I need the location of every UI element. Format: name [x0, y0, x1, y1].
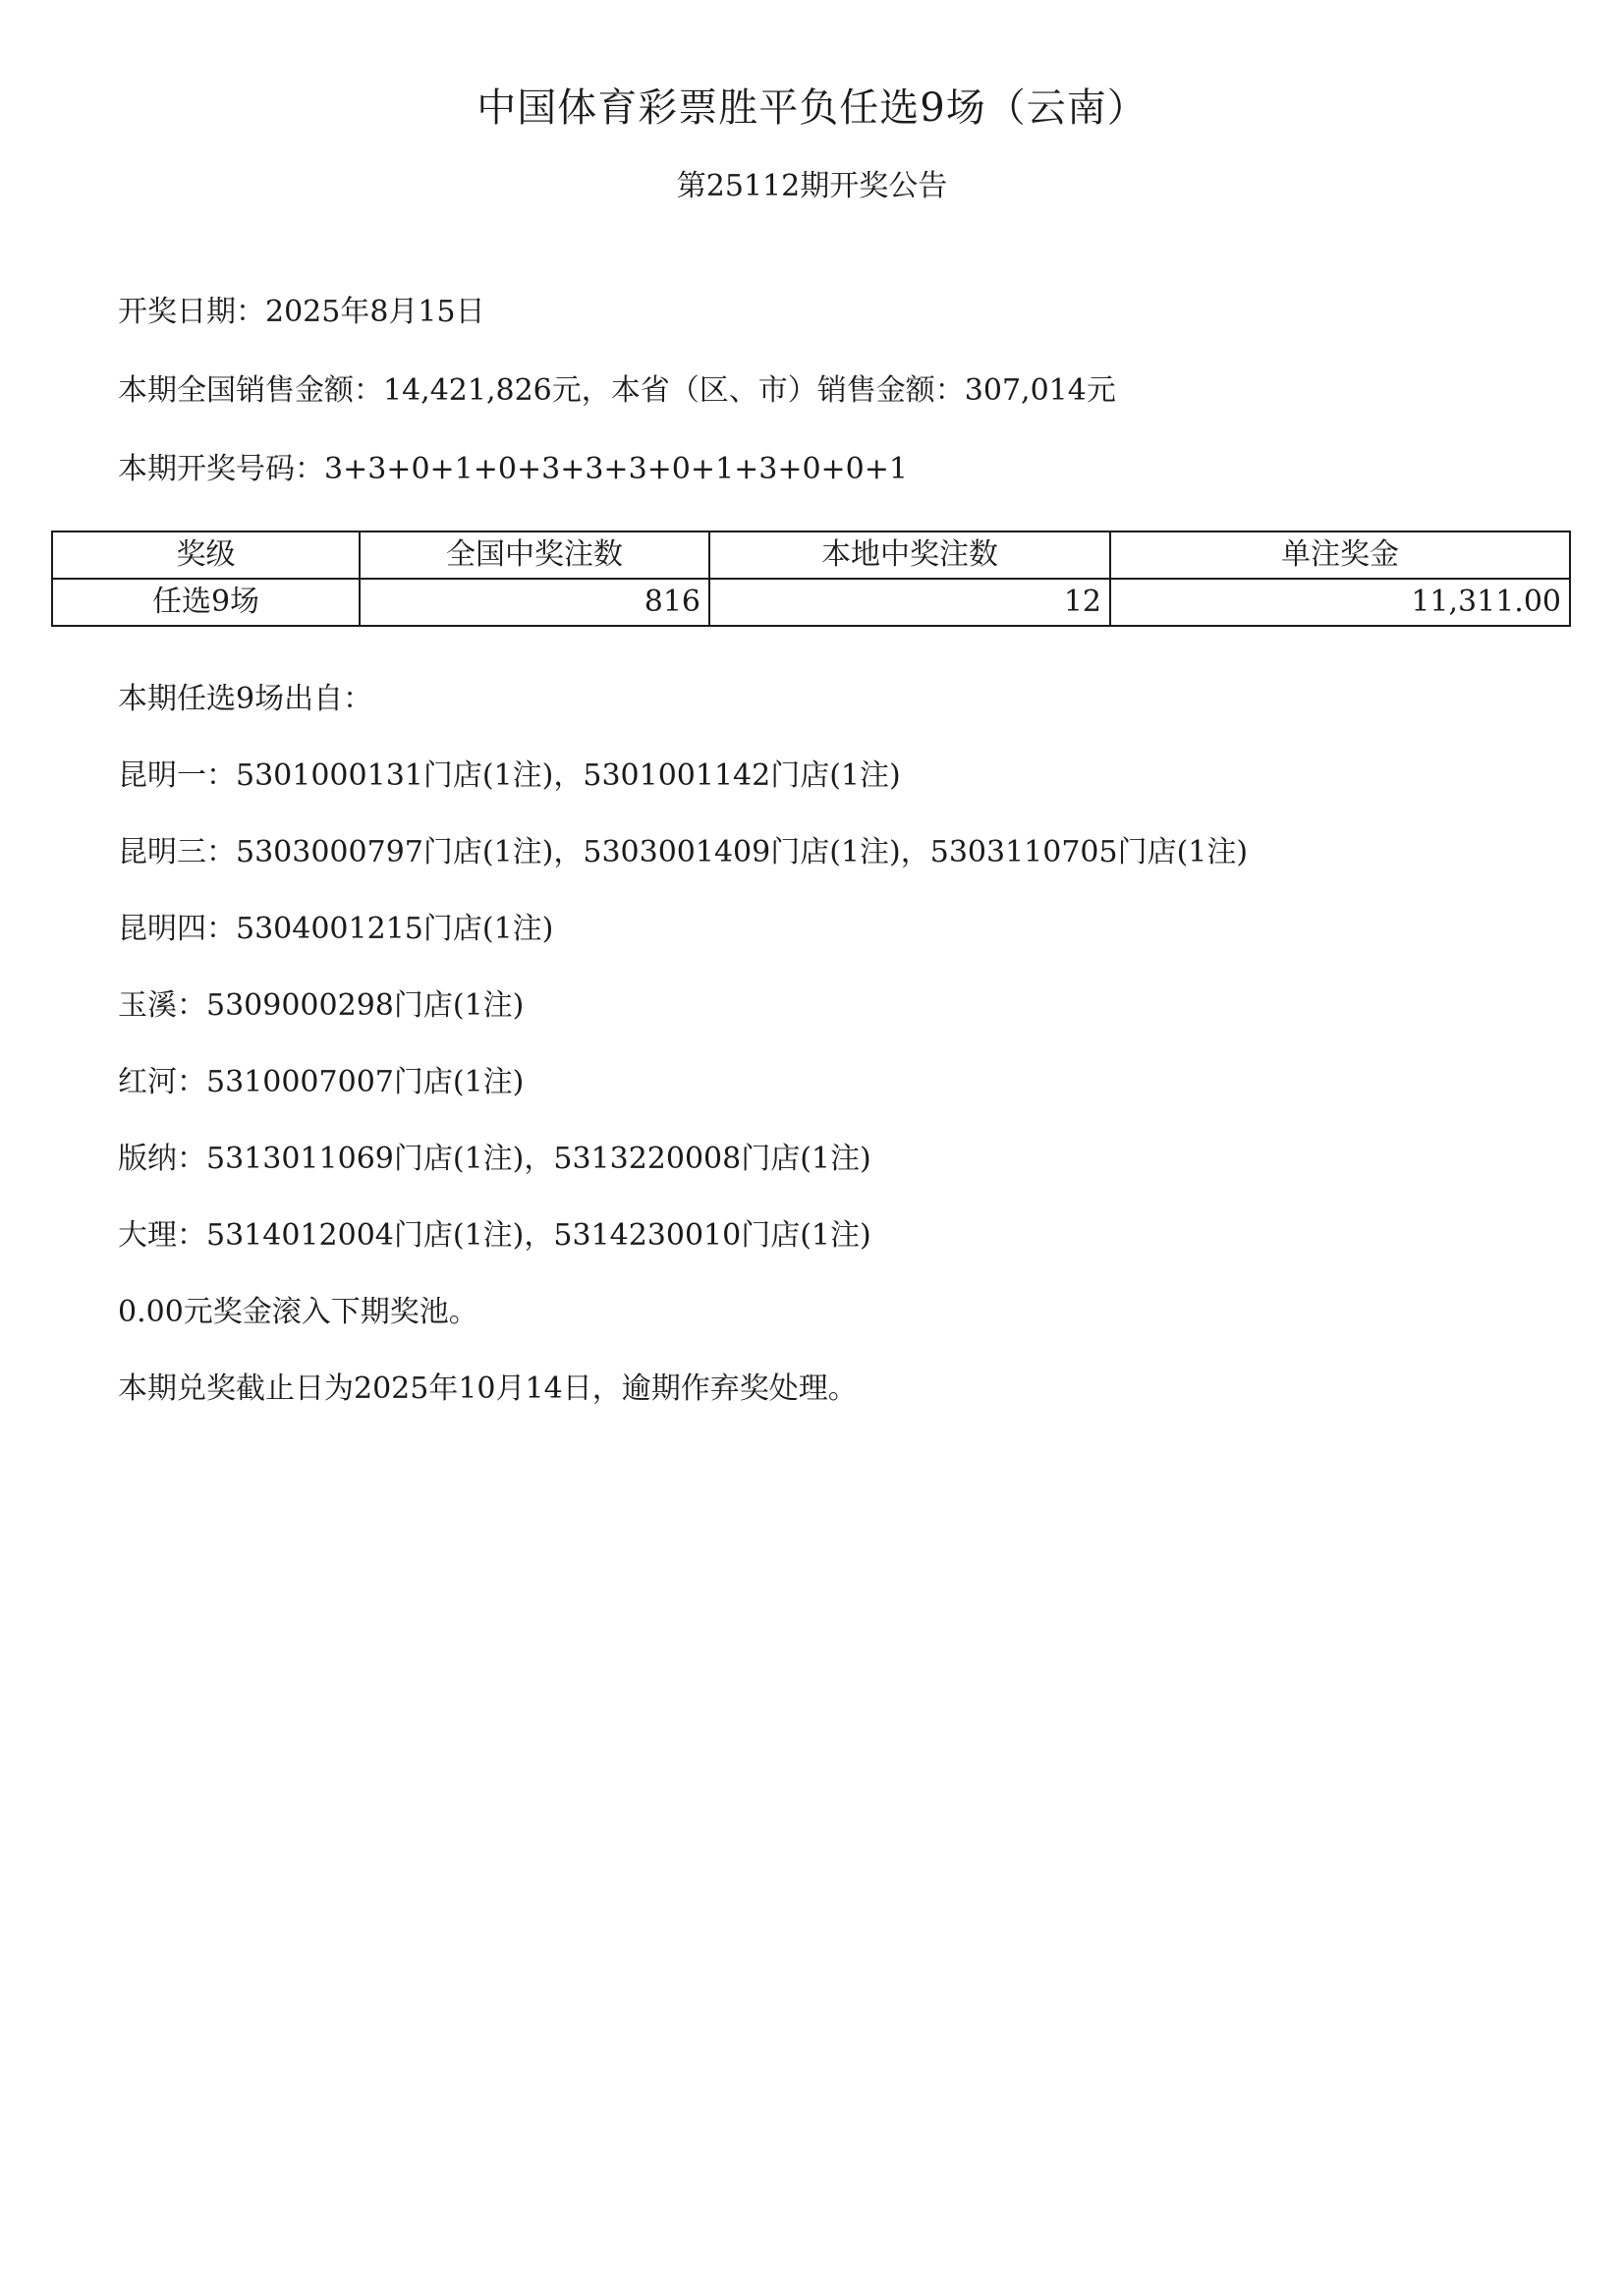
- cell-prize-amount: 11,311.00: [1110, 579, 1570, 626]
- claim-deadline: 本期兑奖截止日为2025年10月14日，逾期作弃奖处理。: [118, 1371, 858, 1406]
- winner-line: 红河：5310007007门店(1注): [118, 1065, 525, 1099]
- page-title: 中国体育彩票胜平负任选9场（云南）: [476, 85, 1148, 131]
- winners-heading: 本期任选9场出自：: [118, 682, 373, 716]
- cell-local-winners: 12: [709, 579, 1110, 626]
- sales-amount: 本期全国销售金额：14,421,826元，本省（区、市）销售金额：307,014元: [118, 373, 1116, 408]
- cell-national-winners: 816: [360, 579, 709, 626]
- header-national-winners: 全国中奖注数: [360, 532, 709, 579]
- winning-numbers: 本期开奖号码：3+3+0+1+0+3+3+3+0+1+3+0+0+1: [118, 452, 908, 486]
- page-subtitle: 第25112期开奖公告: [676, 169, 948, 203]
- cell-prize-level: 任选9场: [52, 579, 360, 626]
- header-prize-level: 奖级: [52, 532, 360, 579]
- winner-line: 玉溪：5309000298门店(1注): [118, 988, 525, 1023]
- winner-line: 昆明三：5303000797门店(1注)，5303001409门店(1注)，5303110705门店(1注): [118, 835, 1249, 869]
- draw-date: 开奖日期：2025年8月15日: [118, 295, 485, 329]
- winner-line: 大理：5314012004门店(1注)，5314230010门店(1注): [118, 1218, 871, 1253]
- table-header-row: [52, 532, 1570, 579]
- header-local-winners: 本地中奖注数: [709, 532, 1110, 579]
- winner-line: 昆明四：5304001215门店(1注): [118, 912, 554, 946]
- winner-line: 昆明一：5301000131门店(1注)，5301001142门店(1注): [118, 758, 901, 793]
- rollover-note: 0.00元奖金滚入下期奖池。: [118, 1295, 478, 1329]
- header-prize-amount: 单注奖金: [1110, 532, 1570, 579]
- prize-table: [51, 531, 1571, 627]
- table-row: [52, 579, 1570, 626]
- winner-line: 版纳：5313011069门店(1注)，5313220008门店(1注): [118, 1142, 871, 1176]
